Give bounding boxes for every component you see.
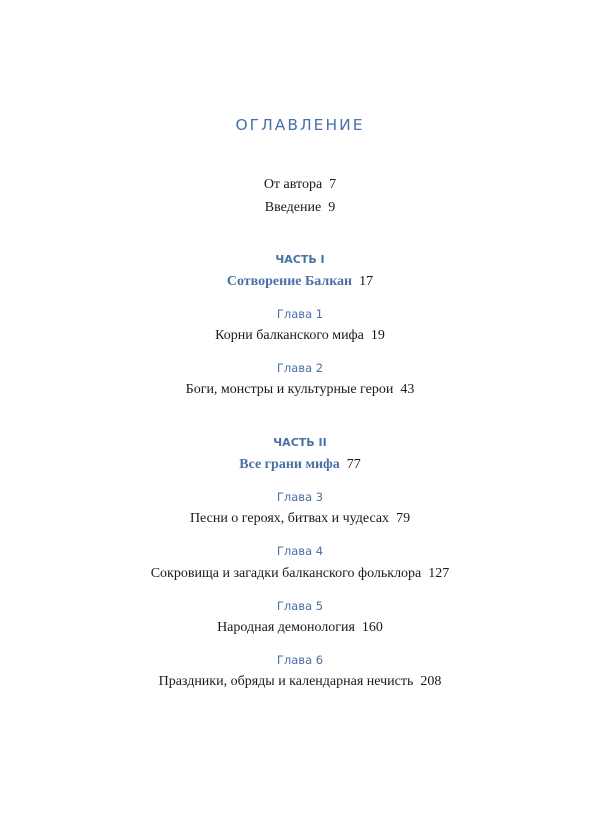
entry-title: Сокровища и загадки балканского фольклора	[150, 566, 422, 581]
part-title: Все грани мифа	[239, 457, 340, 472]
entry-page: 127	[428, 566, 450, 581]
entry-title: Введение	[264, 200, 322, 215]
toc-entry-part-2[interactable]	[0, 457, 600, 473]
entry-page: 43	[400, 382, 415, 397]
toc-entry-from-author[interactable]	[0, 177, 600, 193]
toc-entry-introduction[interactable]	[0, 200, 600, 216]
part-1-label: ЧАСТЬ I	[275, 253, 325, 266]
chapter-4-label: Глава 4	[276, 544, 324, 558]
toc-entry-part-1[interactable]	[0, 274, 600, 290]
toc-entry-chapter-5[interactable]	[0, 620, 600, 636]
part-2-label: ЧАСТЬ II	[273, 436, 327, 449]
entry-title: Праздники, обряды и календарная нечисть	[158, 674, 414, 689]
entry-page: 79	[396, 511, 411, 526]
entry-title: Корни балканского мифа	[215, 328, 364, 343]
entry-page: 77	[346, 457, 361, 472]
entry-page: 208	[420, 674, 442, 689]
entry-title: От автора	[263, 177, 323, 192]
toc-entry-chapter-2[interactable]	[0, 382, 600, 398]
entry-page: 17	[359, 274, 374, 289]
chapter-1-label: Глава 1	[276, 307, 324, 321]
entry-page: 160	[361, 620, 383, 635]
chapter-2-label: Глава 2	[276, 361, 324, 375]
entry-page: 7	[329, 177, 337, 192]
toc-entry-chapter-6[interactable]	[0, 674, 600, 690]
part-title: Сотворение Балкан	[226, 274, 353, 289]
entry-title: Боги, монстры и культурные герои	[185, 382, 394, 397]
toc-heading: ОГЛАВЛЕНИЕ	[235, 116, 365, 134]
entry-title: Народная демонология	[217, 620, 355, 635]
chapter-6-label: Глава 6	[276, 653, 324, 667]
chapter-3-label: Глава 3	[276, 490, 324, 504]
entry-page: 9	[328, 200, 336, 215]
toc-entry-chapter-1[interactable]	[0, 328, 600, 344]
chapter-5-label: Глава 5	[276, 599, 324, 613]
toc-entry-chapter-4[interactable]	[0, 566, 600, 582]
entry-page: 19	[370, 328, 385, 343]
entry-title: Песни о героях, битвах и чудесах	[189, 511, 390, 526]
toc-entry-chapter-3[interactable]	[0, 511, 600, 527]
